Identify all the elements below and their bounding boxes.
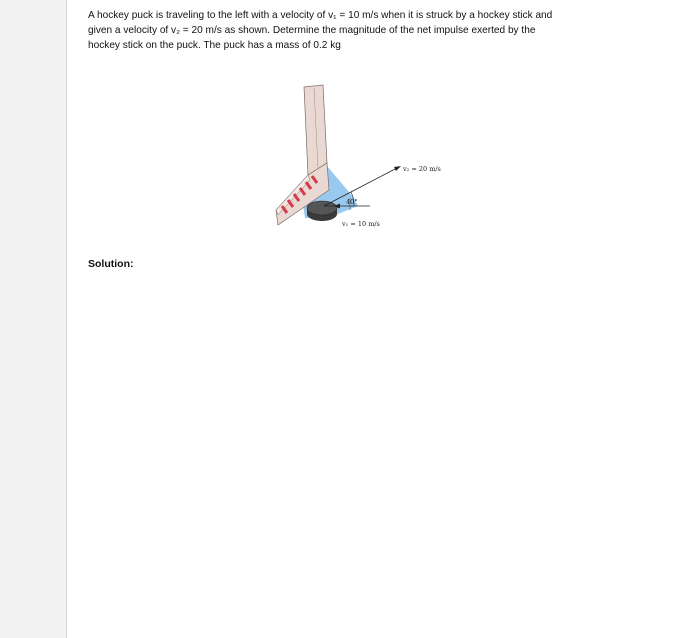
document-page [66,0,700,638]
hockey-stick-figure [270,82,441,244]
angle-label: 40° [346,198,358,206]
puck [307,201,337,221]
solution-label: Solution: [88,258,134,270]
problem-line-1: A hockey puck is traveling to the left with a velocity of v₁ = 10 m/s when it is struck by a hockey stick and [88,10,553,21]
v1-label: v₁ = 10 m/s [342,220,380,228]
problem-statement [88,8,620,53]
hockey-stick-diagram [270,82,441,244]
v2-label: v₂ = 20 m/s [403,165,441,173]
problem-line-2: given a velocity of v₂ = 20 m/s as shown. Determine the magnitude of the net impulse exerted by the [88,25,536,36]
problem-line-3: hockey stick on the puck. The puck has a mass of 0.2 kg [88,40,341,51]
v2-arrowhead [394,166,401,171]
stick-shaft [304,85,327,175]
